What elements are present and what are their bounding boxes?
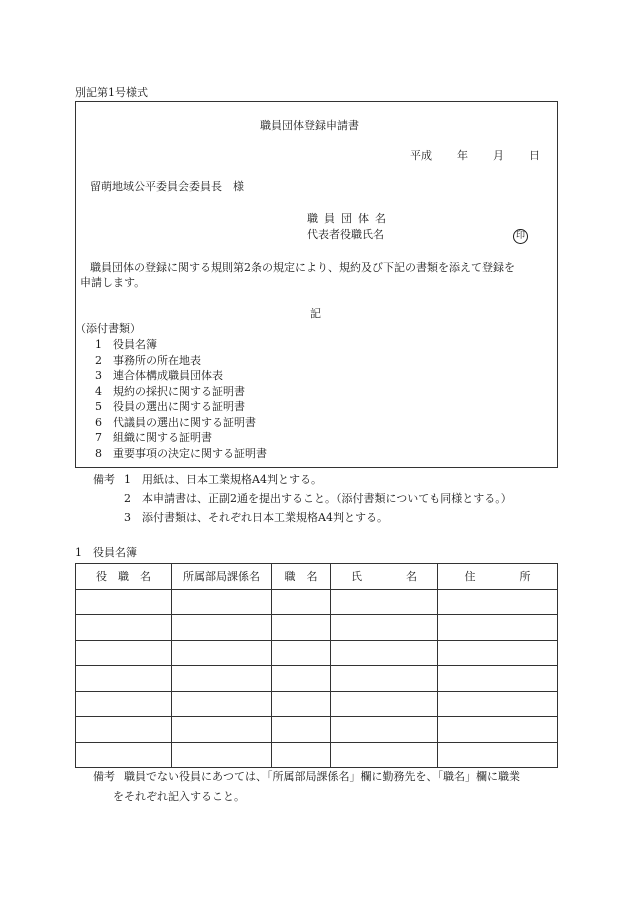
roster-cell[interactable] (331, 615, 438, 641)
attachment-item: 重要事項の決定に関する証明書 (113, 446, 267, 460)
roster-cell[interactable] (438, 742, 558, 768)
roster-row (76, 640, 558, 666)
note-number: 3 (124, 511, 131, 524)
attachment-item: 役員名簿 (113, 338, 157, 351)
roster-cell[interactable] (438, 666, 558, 692)
roster-column-header: 職 名 (272, 564, 331, 590)
roster-cell[interactable] (172, 615, 272, 641)
attachment-number: 6 (95, 415, 102, 429)
roster-cell[interactable] (76, 691, 172, 717)
roster-cell[interactable] (172, 742, 272, 768)
body-line-2: 申請します。 (80, 276, 146, 289)
roster-row (76, 589, 558, 615)
roster-cell[interactable] (272, 717, 331, 743)
roster-note-line-1: 職員でない役員にあつては、「所属部局課係名」欄に勤務先を、「職名」欄に職業 (124, 770, 520, 783)
roster-heading: 1 役員名簿 (75, 546, 137, 559)
roster-column-header: 役 職 名 (76, 564, 172, 590)
attachment-number: 5 (95, 400, 102, 413)
roster-cell[interactable] (172, 717, 272, 743)
note-item: 添付書類は、それぞれ日本工業規格A4判とする。 (142, 511, 388, 524)
roster-cell[interactable] (76, 589, 172, 615)
form-number: 別記第1号様式 (75, 86, 148, 99)
roster-cell[interactable] (272, 640, 331, 666)
note-item: 用紙は、日本工業規格A4判とする。 (142, 473, 322, 486)
roster-cell[interactable] (272, 666, 331, 692)
date-month: 月 (493, 149, 504, 162)
roster-row (76, 742, 558, 768)
roster-cell[interactable] (331, 691, 438, 717)
roster-cell[interactable] (272, 615, 331, 641)
attachment-number: 7 (95, 431, 102, 444)
roster-cell[interactable] (76, 717, 172, 743)
attachment-item: 代議員の選出に関する証明書 (113, 415, 256, 429)
seal-mark (513, 228, 528, 244)
roster-cell[interactable] (172, 666, 272, 692)
roster-note-label: 備考 (93, 770, 115, 783)
date-day: 日 (529, 149, 540, 162)
date-era: 平成 (410, 149, 432, 162)
roster-row (76, 666, 558, 692)
note-number: 2 (124, 492, 131, 505)
attachment-number: 1 (95, 338, 102, 351)
roster-cell[interactable] (438, 691, 558, 717)
roster-row (76, 717, 558, 743)
body-line-1: 職員団体の登録に関する規則第2条の規定により、規約及び下記の書類を添えて登録を (90, 261, 515, 274)
application-title: 職員団体登録申請書 (260, 119, 359, 132)
roster-cell[interactable] (331, 717, 438, 743)
attachment-number: 8 (95, 446, 102, 460)
attachment-number: 3 (95, 369, 102, 382)
org-name-label: 職員団体名 (307, 212, 392, 225)
roster-cell[interactable] (438, 717, 558, 743)
roster-column-header: 住 所 (438, 564, 558, 590)
roster-cell[interactable] (331, 640, 438, 666)
seal-char: 印 (513, 229, 528, 244)
roster-cell[interactable] (331, 589, 438, 615)
attachment-item: 役員の選出に関する証明書 (113, 400, 245, 413)
attachments-heading: （添付書類） (75, 322, 141, 335)
attachment-item: 規約の採択に関する証明書 (113, 384, 245, 398)
roster-cell[interactable] (76, 640, 172, 666)
roster-cell[interactable] (76, 666, 172, 692)
roster-column-header: 氏 名 (331, 564, 438, 590)
roster-cell[interactable] (76, 615, 172, 641)
roster-cell[interactable] (272, 691, 331, 717)
roster-cell[interactable] (76, 742, 172, 768)
roster-cell[interactable] (172, 640, 272, 666)
date-year: 年 (457, 149, 468, 162)
roster-cell[interactable] (272, 589, 331, 615)
representative-label: 代表者役職氏名 (307, 228, 384, 241)
roster-row (76, 615, 558, 641)
attachment-item: 連合体構成職員団体表 (113, 369, 223, 382)
roster-cell[interactable] (438, 589, 558, 615)
attachment-number: 4 (95, 384, 102, 398)
roster-header-row (76, 564, 558, 590)
roster-cell[interactable] (438, 615, 558, 641)
roster-column-header: 所属部局課係名 (172, 564, 272, 590)
attachment-item: 事務所の所在地表 (113, 353, 201, 367)
roster-table (75, 563, 558, 768)
roster-row (76, 691, 558, 717)
notes-label: 備考 (93, 473, 115, 486)
roster-cell[interactable] (172, 589, 272, 615)
roster-cell[interactable] (172, 691, 272, 717)
attachment-item: 組織に関する証明書 (113, 431, 212, 444)
attachment-number: 2 (95, 353, 102, 367)
addressee: 留萌地域公平委員会委員長 様 (90, 180, 244, 193)
note-item: 本申請書は、正副2通を提出すること。（添付書類についても同様とする。） (142, 492, 512, 505)
roster-cell[interactable] (438, 640, 558, 666)
roster-cell[interactable] (331, 742, 438, 768)
roster-note-line-2: をそれぞれ記入すること。 (113, 790, 245, 803)
note-number: 1 (124, 473, 131, 486)
ki-heading: 記 (310, 307, 321, 320)
roster-cell[interactable] (272, 742, 331, 768)
roster-cell[interactable] (331, 666, 438, 692)
